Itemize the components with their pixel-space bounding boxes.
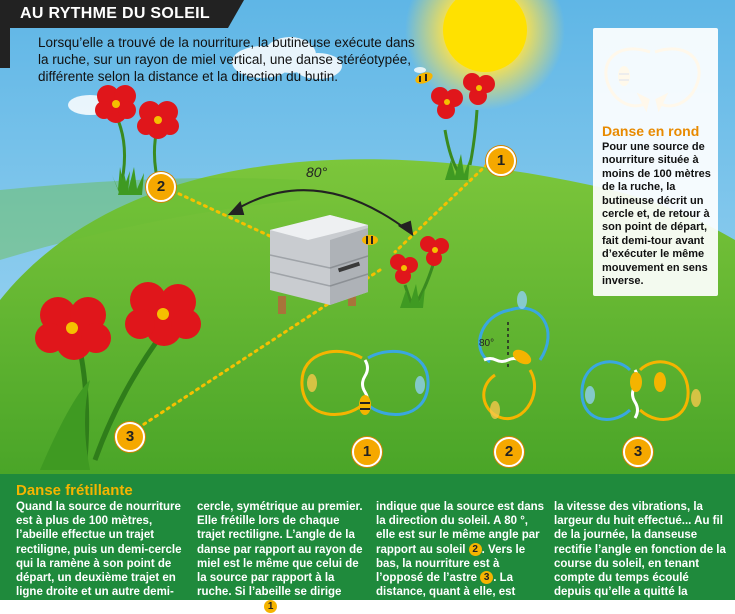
title-text: AU RYTHME DU SOLEIL <box>20 5 210 22</box>
bee-hive-icon <box>362 235 378 245</box>
col2-text-b: , cela <box>277 600 306 613</box>
intro-text: Lorsqu’elle a trouvé de la nourriture, la butineuse exécute dans la ruche, sur un rayon de miel vertical, une danse stéréotypée, différente selon la distance et la direction du butin. <box>38 35 415 84</box>
page-title <box>0 0 228 28</box>
marker-3-diagram: 3 <box>623 437 653 467</box>
col2-text-a: cercle, symétrique au premier. Elle frétille lors de chaque trajet rectiligne. L’angle de la danse par rapport au rayon de miel est le même que celui de la source par rapport à la ruche. Si l’abeille se dirige vers le haut <box>197 501 363 613</box>
marker-1-sun: 1 <box>486 146 516 176</box>
col3-text-c: . La distance, quant à elle, est donnée par le rythme, <box>376 572 516 613</box>
inline-marker-1: 1 <box>264 600 277 613</box>
marker-2-flowers: 2 <box>146 172 176 202</box>
round-dance-title: Danse en rond <box>602 123 700 139</box>
marker-1-diagram: 1 <box>352 437 382 467</box>
col3-text-a: indique que la source est dans la direction du soleil. A 80 °, elle est sur le même angle par rapport au soleil <box>376 501 545 556</box>
title-accent <box>0 28 10 68</box>
waggle-text-col-3 <box>376 500 546 614</box>
inline-marker-2: 2 <box>469 543 482 556</box>
marker-3-flowers: 3 <box>115 422 145 452</box>
waggle-text-col-1: Quand la source de nourriture est à plus de 100 mètres, l’abeille effectue un trajet rectiligne, puis un demi-cercle qui la ramène à son point de départ, un deuxième trajet en ligne droite et un autre demi- <box>16 501 182 599</box>
waggle-dance-title: Danse frétillante <box>16 482 133 499</box>
inline-marker-3: 3 <box>480 571 493 584</box>
col3-text-b: . Vers le bas, la nourriture est à l’opposé de l’astre <box>376 543 526 585</box>
waggle-text-col-4: la vitesse des vibrations, la largeur du huit effectué... Au fil de la journée, la danseuse rectifie l’angle en fonction de la course du soleil, en tenant compte du temps écoulé depuis qu’elle a quitté la source. <box>554 501 726 613</box>
angle-label: 80° <box>306 164 328 180</box>
marker-2-diagram: 2 <box>494 437 524 467</box>
small-angle-label: 80° <box>479 338 495 349</box>
beehive <box>270 215 368 314</box>
round-dance-text: Pour une source de nourriture située à moins de 100 mètres de la ruche, la butineuse décrit un cercle et, de retour à son point de départ, fait demi-tour avant d’exécuter le même mouvement en sens inverse. <box>602 141 711 288</box>
waggle-text-col-2 <box>197 500 367 614</box>
